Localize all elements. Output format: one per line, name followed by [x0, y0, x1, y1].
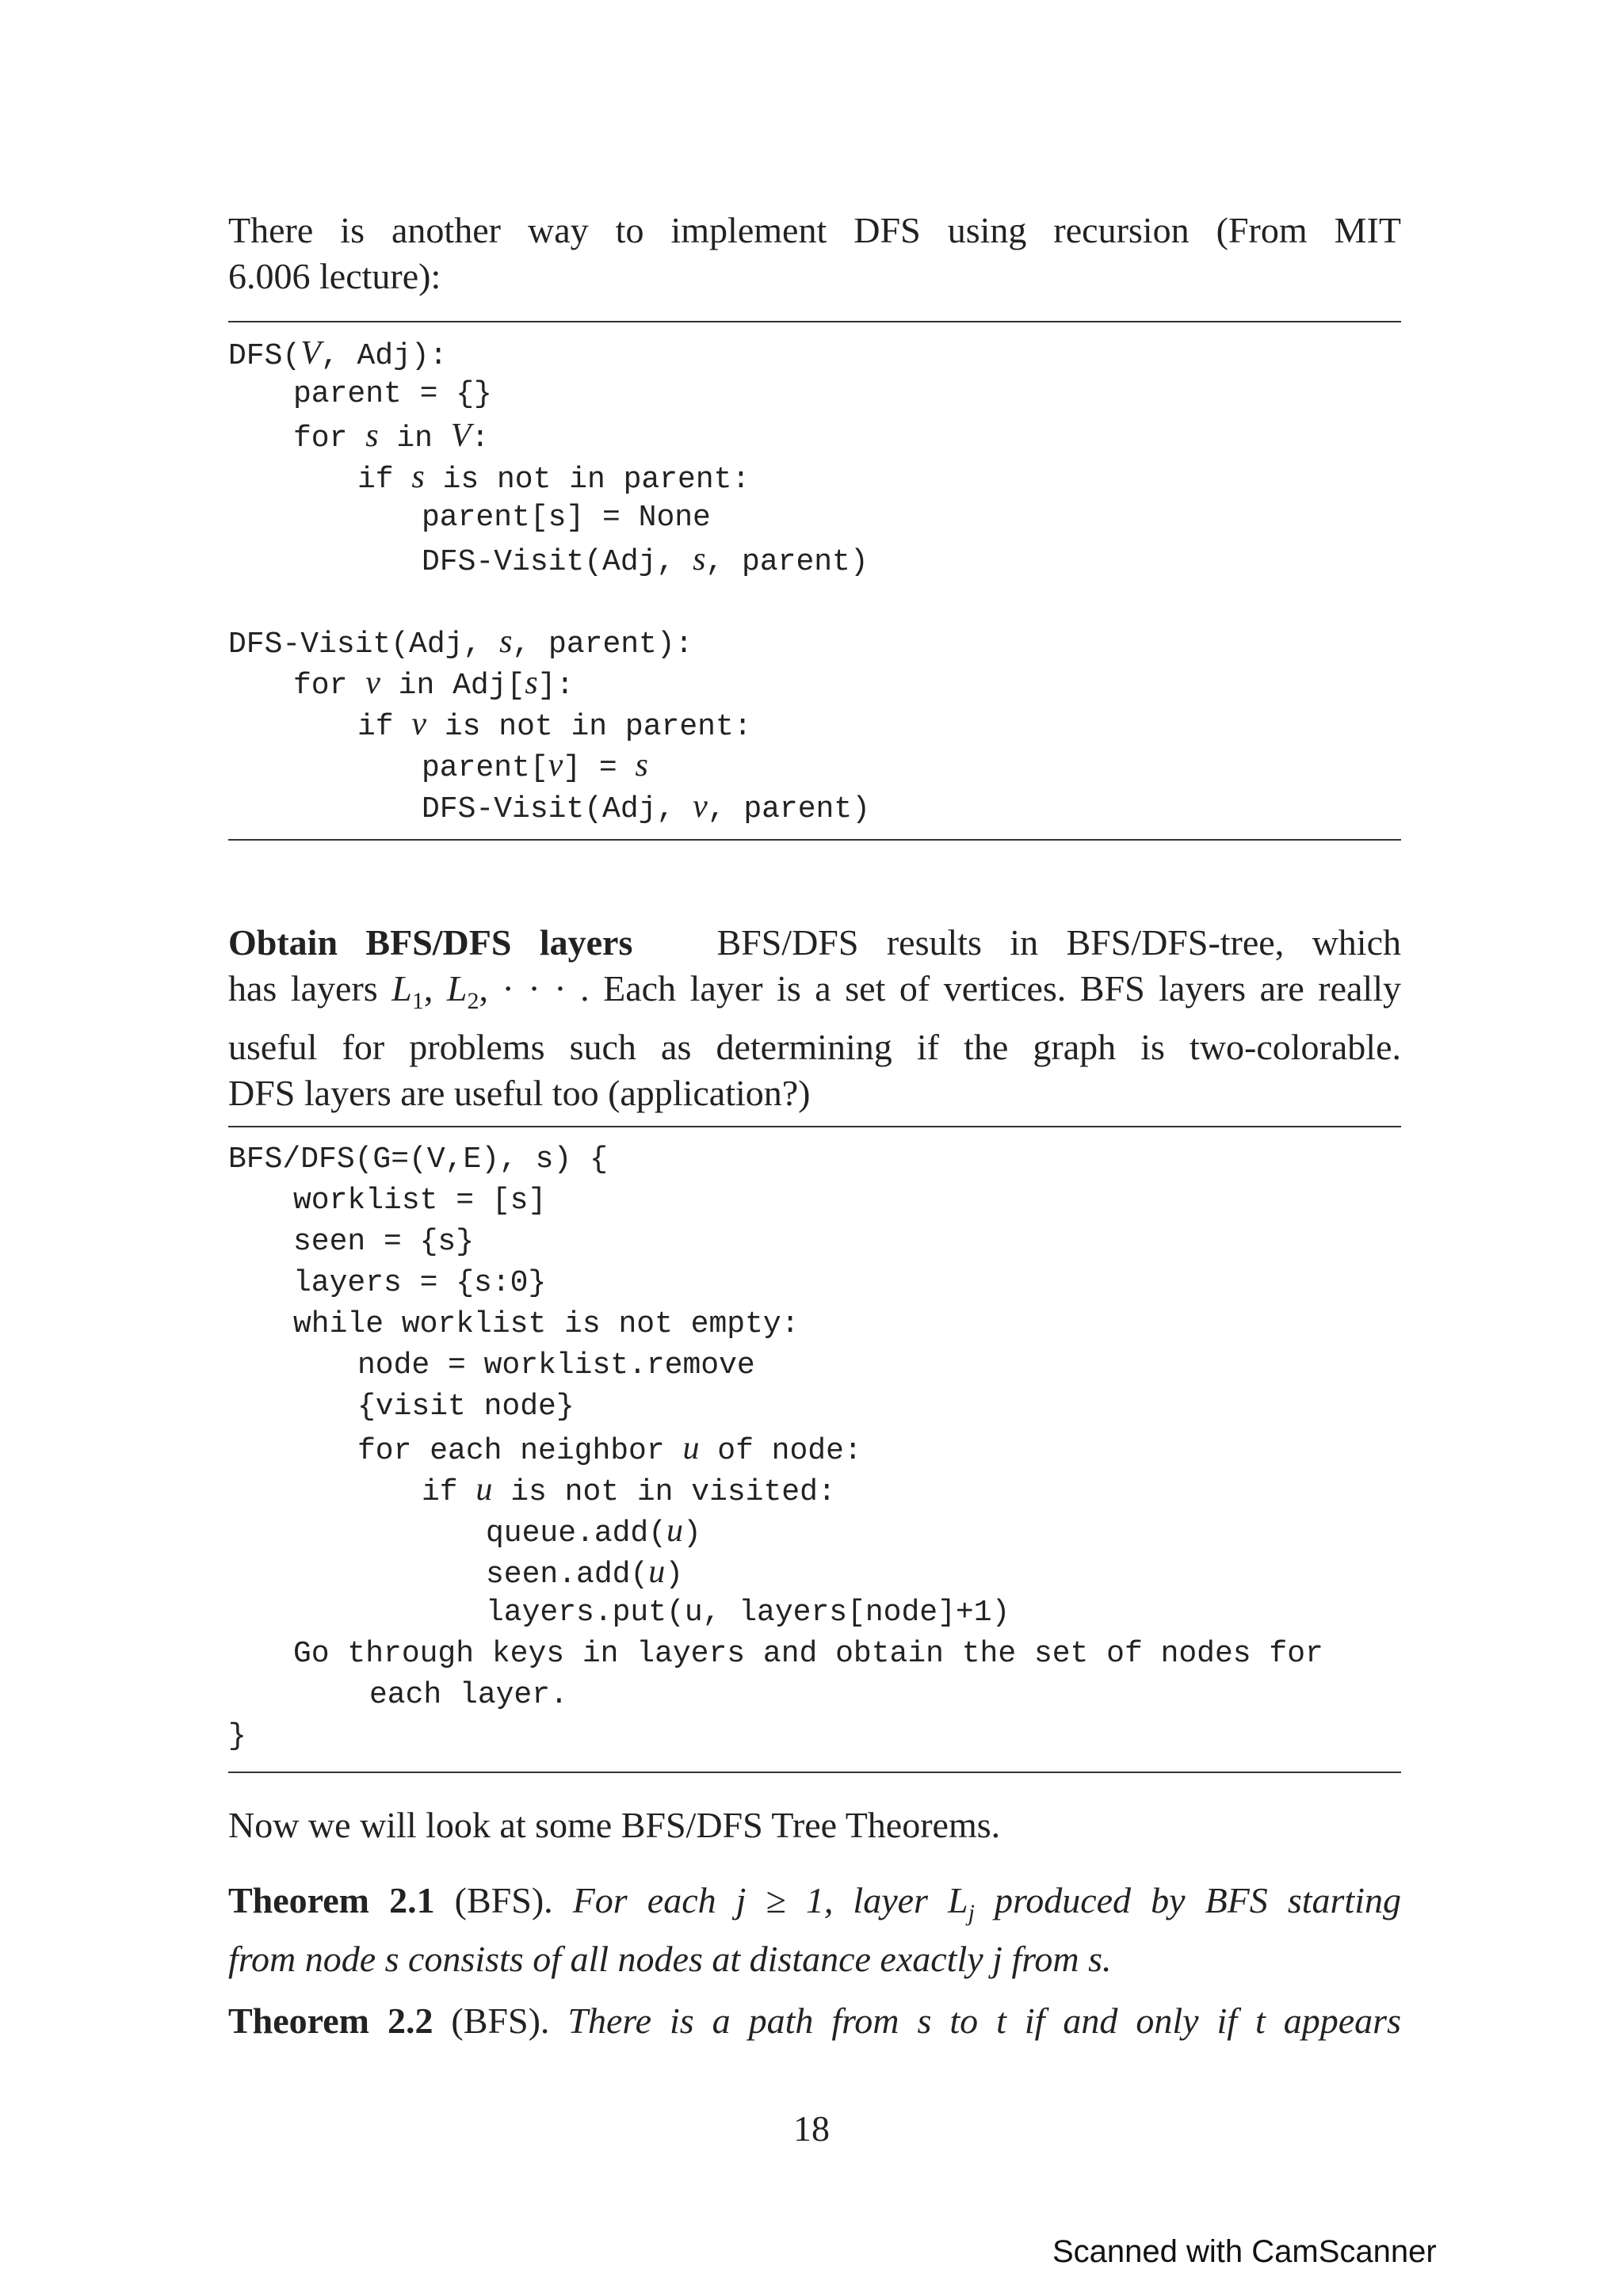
code-line: DFS(V, Adj):: [228, 335, 448, 373]
code-line: for v in Adj[s]:: [293, 665, 575, 703]
theorem-2-2: [228, 1998, 1401, 2044]
tree-theorems-intro: Now we will look at some BFS/DFS Tree Theorems.: [228, 1805, 1001, 1845]
code-line: {visit node}: [357, 1390, 575, 1424]
rule-top-2: [228, 1126, 1401, 1127]
scanner-watermark: Scanned with CamScanner: [1052, 2234, 1437, 2269]
code-line: if v is not in parent:: [357, 706, 752, 744]
rule-top-1: [228, 321, 1401, 322]
intro-paragraph: [228, 208, 1401, 299]
code-line: node = worklist.remove: [357, 1348, 755, 1383]
code-line: each layer.: [369, 1678, 568, 1712]
layers-line-3: useful for problems such as determining if the graph is two-colorable.: [228, 1027, 1401, 1068]
theorem-2-2-line-1: Theorem 2.2 (BFS). There is a path from s to t if and only if t appears: [228, 2000, 1401, 2041]
layers-paragraph: [228, 920, 1401, 1116]
code-line: }: [228, 1719, 246, 1753]
code-line: for s in V:: [293, 418, 490, 456]
layers-line-4: DFS layers are useful too (application?): [228, 1073, 811, 1114]
code-line: DFS-Visit(Adj, s, parent):: [228, 624, 693, 662]
code-line: BFS/DFS(G=(V,E), s) {: [228, 1142, 608, 1177]
theorem-2-1-line-1: Theorem 2.1 (BFS). For each j ≥ 1, layer $L_j$ produced by BFS starting: [228, 1880, 1401, 1927]
code-line: parent[s] = None: [422, 501, 711, 535]
code-line: for each neighbor u of node:: [357, 1430, 862, 1468]
theorem-2-1-line-2: from node s consists of all nodes at distance exactly j from s.: [228, 1939, 1112, 1980]
rule-bottom-1: [228, 839, 1401, 841]
intro-line-2: 6.006 lecture):: [228, 256, 441, 296]
section-heading: Obtain BFS/DFS layers: [228, 922, 633, 963]
code-line: parent = {}: [293, 377, 492, 411]
rule-bottom-2: [228, 1772, 1401, 1773]
code-line: seen.add(u): [486, 1554, 684, 1592]
layers-line-1: Obtain BFS/DFS layers BFS/DFS results in BFS/DFS-tree, which: [228, 922, 1401, 963]
page-number: 18: [793, 2108, 830, 2149]
code-line: Go through keys in layers and obtain the set of nodes for: [293, 1637, 1323, 1671]
code-line: parent[v] = s: [422, 747, 648, 785]
intro-line-1: There is another way to implement DFS using recursion (From MIT: [228, 210, 1401, 250]
code-line: DFS-Visit(Adj, v, parent): [422, 788, 870, 826]
theorem-2-1: [228, 1878, 1401, 1982]
code-block-bfs-dfs: [228, 1139, 1401, 1753]
layers-line-2: has layers $L_1$, $L_2$, · · · . Each layer is a set of vertices. BFS layers are really: [228, 968, 1401, 1015]
code-line: DFS-Visit(Adj, s, parent): [422, 541, 869, 579]
code-line: seen = {s}: [293, 1225, 475, 1259]
code-line: worklist = [s]: [293, 1184, 547, 1218]
code-line: if s is not in parent:: [357, 459, 750, 497]
code-block-dfs: [228, 333, 1401, 826]
code-line: layers.put(u, layers[node]+1): [486, 1596, 1010, 1630]
code-line: if u is not in visited:: [422, 1471, 836, 1509]
code-line: while worklist is not empty:: [293, 1307, 800, 1341]
code-line: queue.add(u): [486, 1512, 701, 1550]
code-line: layers = {s:0}: [293, 1266, 547, 1300]
